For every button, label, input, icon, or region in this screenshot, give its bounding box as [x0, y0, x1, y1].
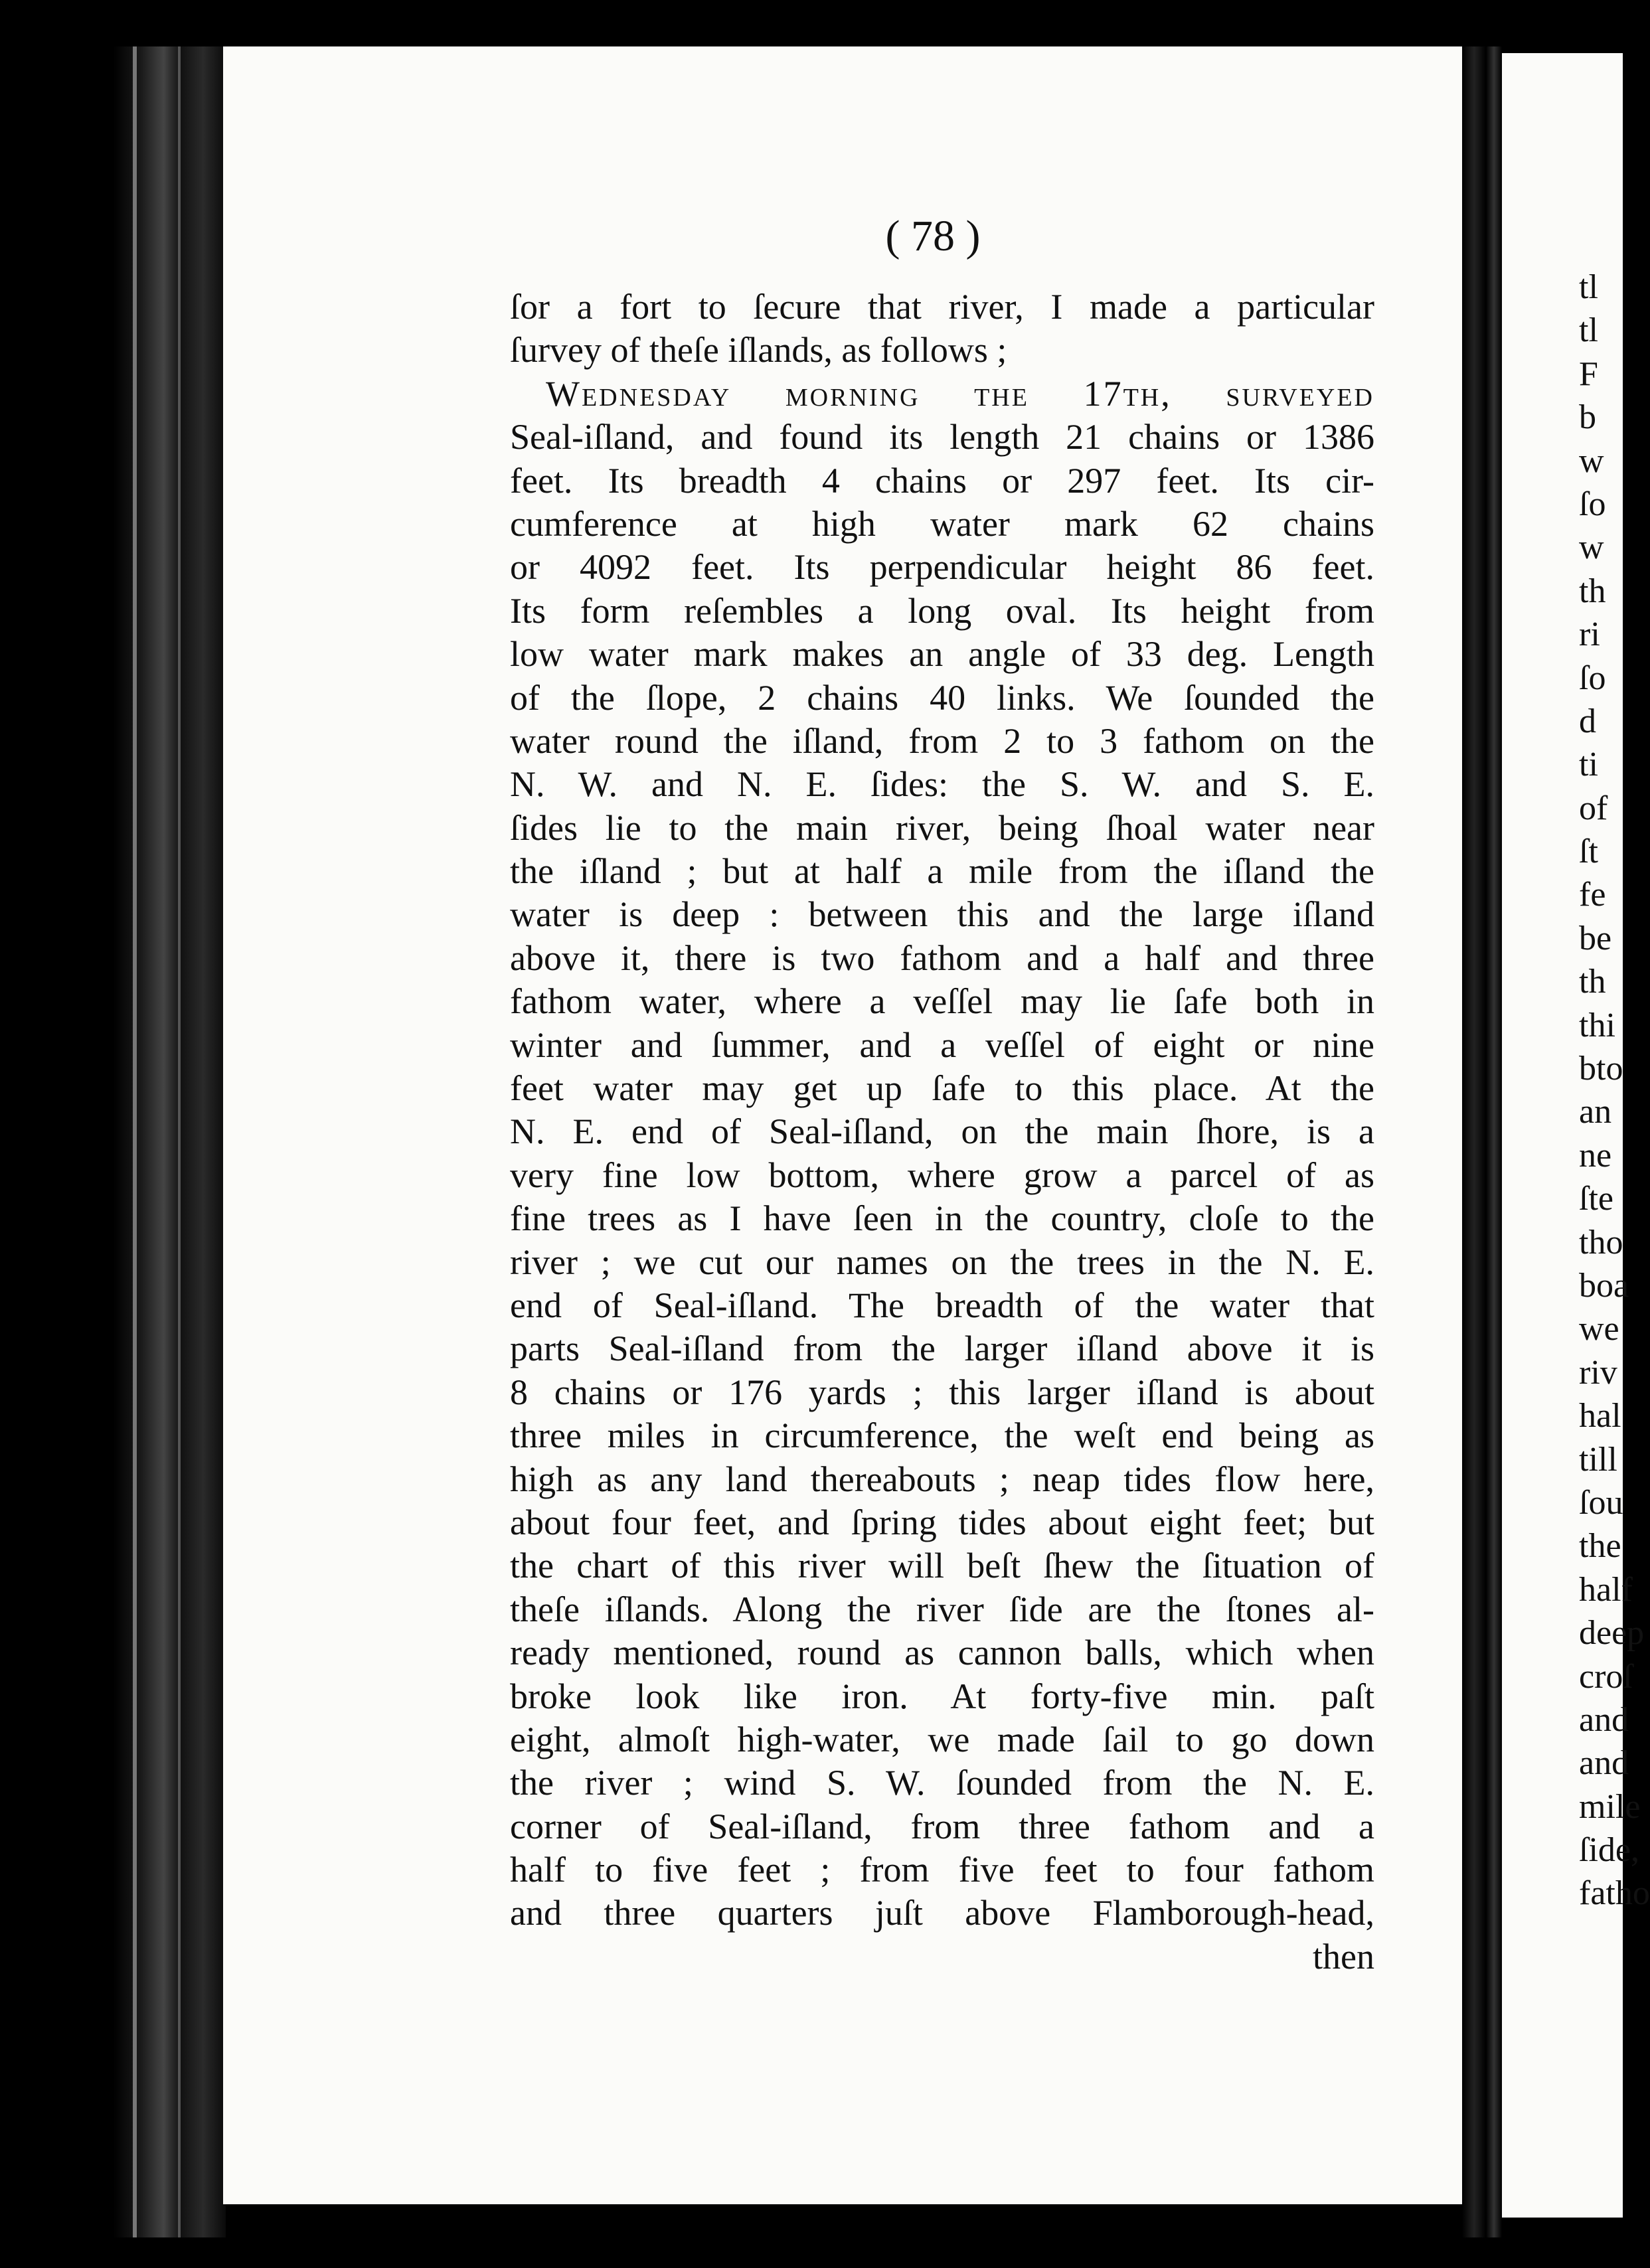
- facing-line: tl: [1579, 268, 1598, 306]
- facing-line: thi: [1579, 1006, 1615, 1044]
- text-line: Seal-iſland, and found its length 21 chains or 1386: [510, 417, 1374, 457]
- facing-line: w: [1579, 528, 1604, 567]
- facing-line: mile: [1579, 1787, 1641, 1826]
- text-line: ſor a fort to ſecure that river, I made a particular: [510, 287, 1374, 327]
- page-number: ( 78 ): [885, 212, 981, 260]
- facing-line: d: [1579, 702, 1596, 740]
- facing-line: th: [1579, 963, 1606, 1001]
- facing-line: croſ: [1579, 1657, 1633, 1696]
- facing-line: and: [1579, 1744, 1629, 1783]
- text-line: parts Seal-iſland from the larger iſland above it is: [510, 1329, 1374, 1369]
- text-line: water is deep : between this and the large iſland: [510, 894, 1374, 935]
- text-line: river ; we cut our names on the trees in the N. E.: [510, 1242, 1374, 1282]
- binding-edge: [178, 46, 181, 2237]
- text-line: feet. Its breadth 4 chains or 297 feet. Its cir-: [510, 460, 1374, 501]
- text-line: feet water may get up ſafe to this place. At the: [510, 1068, 1374, 1109]
- facing-line: till: [1579, 1440, 1617, 1479]
- facing-line: tho: [1579, 1223, 1623, 1261]
- text-line: 8 chains or 176 yards ; this larger iſland is about: [510, 1372, 1374, 1412]
- text-line: eight, almoſt high-water, we made ſail to go down: [510, 1719, 1374, 1759]
- text-line: cumference at high water mark 62 chains: [510, 503, 1374, 544]
- text-line: of the ſlope, 2 chains 40 links. We ſounded the: [510, 677, 1374, 718]
- facing-line: be: [1579, 919, 1612, 957]
- facing-line: bto: [1579, 1050, 1623, 1088]
- text-line: and three quarters juſt above Flamborough-head,: [510, 1893, 1374, 1933]
- facing-line: w: [1579, 442, 1604, 480]
- text-line: fine trees as I have ſeen in the country, cloſe to the: [510, 1198, 1374, 1239]
- text-line: three miles in circumference, the weſt end being as: [510, 1416, 1374, 1456]
- text-line: fathom water, where a veſſel may lie ſafe both in: [510, 981, 1374, 1022]
- text-line: ſurvey of theſe iſlands, as follows ;: [510, 330, 1007, 370]
- text-line: the iſland ; but at half a mile from the iſland the: [510, 851, 1374, 892]
- page-edge-shadow: [1462, 46, 1502, 2237]
- facing-line: ſt: [1579, 833, 1598, 871]
- text-line: half to five feet ; from five feet to four fathom: [510, 1850, 1374, 1890]
- facing-line: ſte: [1579, 1180, 1613, 1218]
- facing-line: ſide,: [1579, 1831, 1639, 1870]
- facing-line: F: [1579, 355, 1598, 393]
- facing-line: ti: [1579, 746, 1598, 784]
- text-line: low water mark makes an angle of 33 deg. Length: [510, 634, 1374, 675]
- text-line: very fine low bottom, where grow a parcel of as: [510, 1155, 1374, 1195]
- text-line: Its form reſembles a long oval. Its height from: [510, 590, 1374, 631]
- facing-line: the: [1579, 1527, 1621, 1566]
- facing-line: and: [1579, 1700, 1629, 1739]
- book-gutter: [113, 46, 226, 2237]
- facing-line: an: [1579, 1093, 1612, 1131]
- text-line: about four feet, and ſpring tides about eight feet; but: [510, 1502, 1374, 1542]
- facing-line: we: [1579, 1310, 1619, 1348]
- facing-line: ſo: [1579, 485, 1606, 523]
- facing-line: ſou: [1579, 1483, 1623, 1522]
- facing-page-text: [1579, 266, 1650, 1915]
- text-line: high as any land thereabouts ; neap tides flow here,: [510, 1459, 1374, 1499]
- catchword: then: [1313, 1936, 1374, 1977]
- page-body-text: [510, 285, 1374, 1979]
- facing-line: half: [1579, 1570, 1633, 1609]
- facing-line: boa: [1579, 1266, 1629, 1305]
- facing-line: th: [1579, 572, 1606, 610]
- text-line: Wednesday morning the 17th, ſurveyed: [546, 373, 1374, 414]
- facing-line: ne: [1579, 1136, 1612, 1174]
- facing-line: ri: [1579, 615, 1600, 654]
- facing-line: deep: [1579, 1614, 1645, 1653]
- text-line: above it, there is two fathom and a half and three: [510, 937, 1374, 978]
- text-line: N. W. and N. E. ſides: the S. W. and S. E.: [510, 764, 1374, 805]
- text-line: ready mentioned, round as cannon balls, which when: [510, 1633, 1374, 1673]
- facing-line: fe: [1579, 876, 1606, 914]
- facing-line: b: [1579, 398, 1596, 437]
- binding-edge: [133, 46, 137, 2237]
- facing-line: ſo: [1579, 659, 1606, 697]
- facing-line: fatho: [1579, 1874, 1650, 1913]
- text-line: corner of Seal-iſland, from three fathom and a: [510, 1806, 1374, 1846]
- text-line: end of Seal-iſland. The breadth of the water that: [510, 1285, 1374, 1325]
- text-line: the chart of this river will beſt ſhew the ſituation of: [510, 1546, 1374, 1586]
- text-line: ſides lie to the main river, being ſhoal water near: [510, 807, 1374, 848]
- text-line: winter and ſummer, and a veſſel of eight or nine: [510, 1024, 1374, 1065]
- facing-line: riv: [1579, 1353, 1617, 1392]
- text-line: water round the iſland, from 2 to 3 fathom on the: [510, 720, 1374, 761]
- facing-line: hal: [1579, 1397, 1621, 1435]
- facing-line: of: [1579, 789, 1608, 827]
- text-line: broke look like iron. At forty-five min. paſt: [510, 1676, 1374, 1716]
- text-line: N. E. end of Seal-iſland, on the main ſhore, is a: [510, 1111, 1374, 1152]
- text-line: or 4092 feet. Its perpendicular height 86 feet.: [510, 547, 1374, 588]
- facing-line: tl: [1579, 311, 1598, 350]
- text-line: the river ; wind S. W. ſounded from the N. E.: [510, 1763, 1374, 1803]
- text-line: theſe iſlands. Along the river ſide are the ſtones al-: [510, 1589, 1374, 1629]
